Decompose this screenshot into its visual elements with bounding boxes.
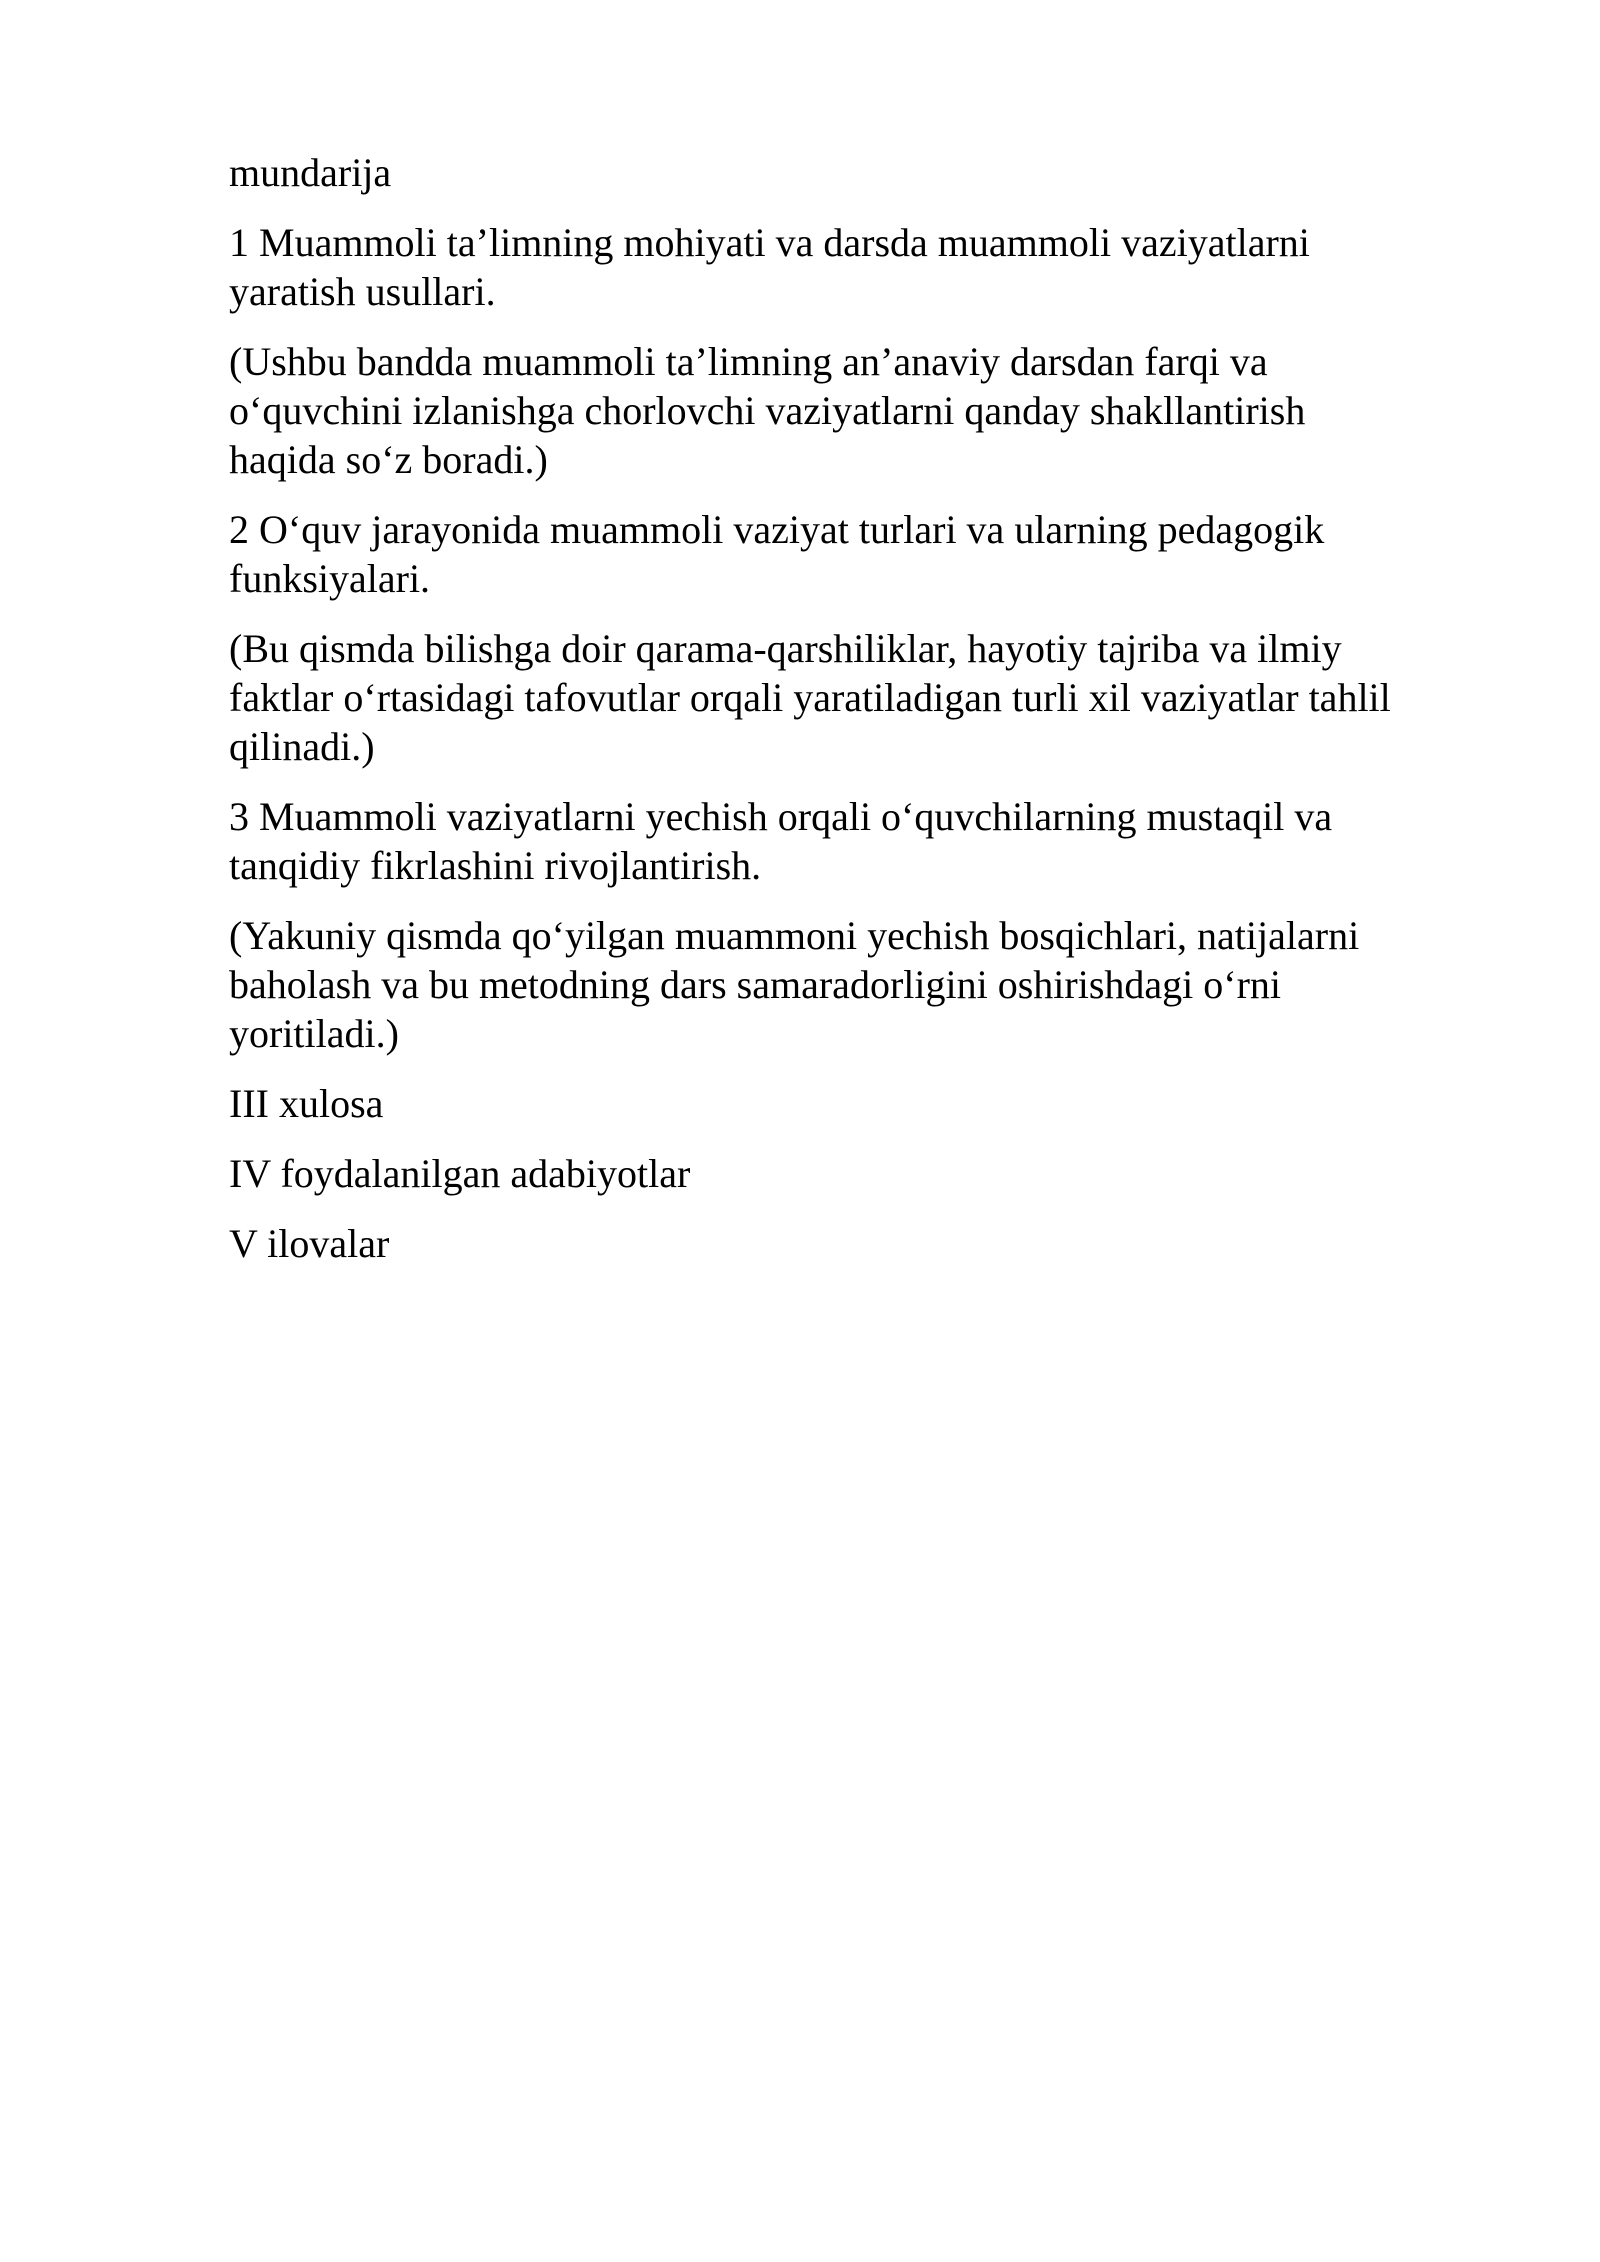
text-line: (Yakuniy qismda qo‘yilgan muammoni yechish bosqichlari, natijalarni xyxy=(229,913,1360,958)
toc-item-section-1 xyxy=(229,218,1509,316)
text-line: baholash va bu metodning dars samaradorligini oshirishdagi o‘rni xyxy=(229,962,1282,1007)
toc-item-conclusion xyxy=(229,1079,1509,1128)
toc-note-section-1 xyxy=(229,337,1509,484)
text-line: (Bu qismda bilishga doir qarama-qarshiliklar, hayotiy tajriba va ilmiy xyxy=(229,626,1342,671)
text-line: III xulosa xyxy=(229,1081,384,1126)
text-line: (Ushbu bandda muammoli ta’limning an’anaviy darsdan farqi va xyxy=(229,339,1268,384)
text-line: faktlar o‘rtasidagi tafovutlar orqali yaratiladigan turli xil vaziyatlar tahlil xyxy=(229,675,1391,720)
text-line: 1 Muammoli ta’limning mohiyati va darsda muammoli vaziyatlarni xyxy=(229,220,1310,265)
toc-item-appendices xyxy=(229,1219,1509,1268)
document-body xyxy=(229,148,1509,1289)
text-line: tanqidiy fikrlashini rivojlantirish. xyxy=(229,843,762,888)
text-line: funksiyalari. xyxy=(229,556,431,601)
toc-item-section-3 xyxy=(229,792,1509,890)
text-line: V ilovalar xyxy=(229,1221,390,1266)
toc-item-references xyxy=(229,1149,1509,1198)
text-line: qilinadi.) xyxy=(229,724,375,769)
text-line: o‘quvchini izlanishga chorlovchi vaziyatlarni qanday shakllantirish xyxy=(229,388,1306,433)
toc-note-section-2 xyxy=(229,624,1509,771)
text-line: haqida so‘z boradi.) xyxy=(229,437,548,482)
toc-heading xyxy=(229,148,1509,197)
text-line: yaratish usullari. xyxy=(229,269,496,314)
toc-item-section-2 xyxy=(229,505,1509,603)
text-line: mundarija xyxy=(229,150,392,195)
text-line: IV foydalanilgan adabiyotlar xyxy=(229,1151,691,1196)
text-line: 3 Muammoli vaziyatlarni yechish orqali o‘quvchilarning mustaqil va xyxy=(229,794,1333,839)
text-line: yoritiladi.) xyxy=(229,1011,399,1056)
text-line: 2 O‘quv jarayonida muammoli vaziyat turlari va ularning pedagogik xyxy=(229,507,1325,552)
toc-note-section-3 xyxy=(229,911,1509,1058)
